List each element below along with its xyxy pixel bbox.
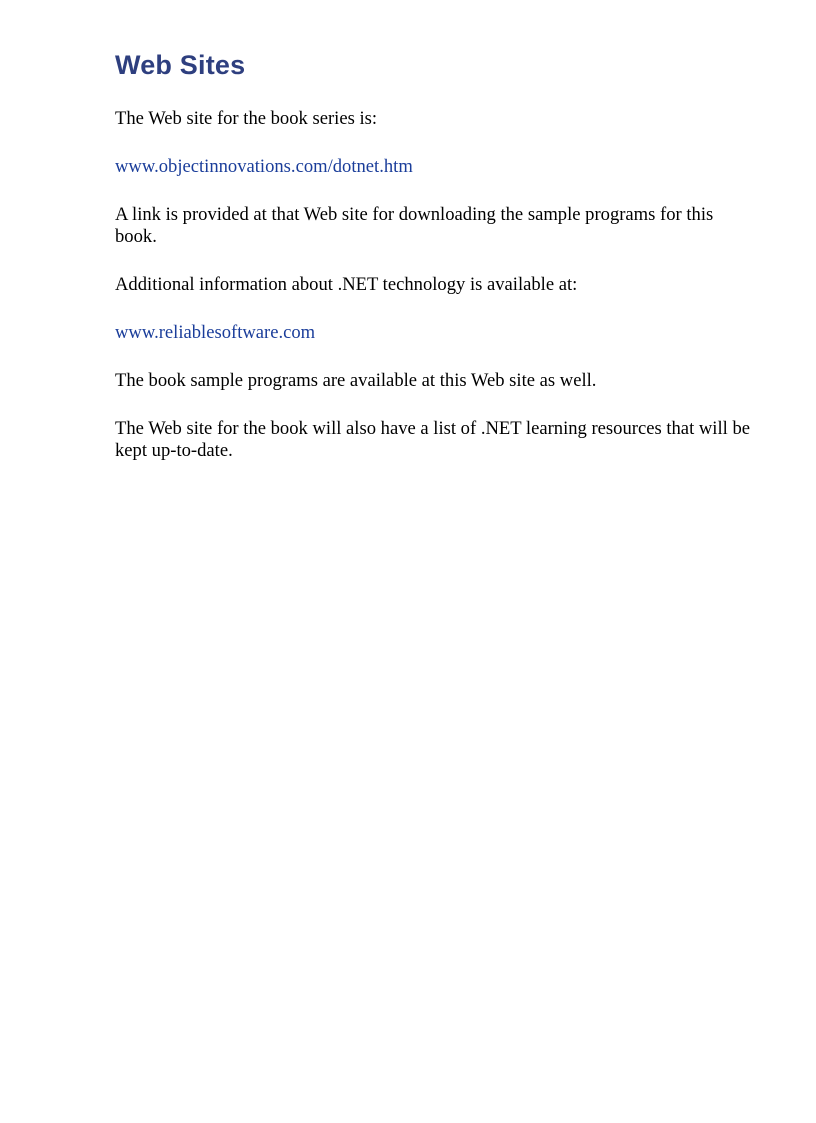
paragraph-sample-programs: The book sample programs are available at this Web site as well. xyxy=(115,370,597,391)
paragraph-series-site: The Web site for the book series is: xyxy=(115,108,378,129)
link-reliablesoftware[interactable]: www.reliablesoftware.com xyxy=(115,322,316,343)
page-title: Web Sites xyxy=(115,50,246,80)
paragraph-additional-info: Additional information about .NET technology is available at: xyxy=(115,274,578,295)
page-content xyxy=(115,48,755,488)
paragraph-download-info: A link is provided at that Web site for downloading the sample programs for this book. xyxy=(115,204,714,247)
paragraph-learning-resources: The Web site for the book will also have a list of .NET learning resources that will be kept up-to-date. xyxy=(115,418,751,461)
link-objectinnovations[interactable]: www.objectinnovations.com/dotnet.htm xyxy=(115,156,413,177)
